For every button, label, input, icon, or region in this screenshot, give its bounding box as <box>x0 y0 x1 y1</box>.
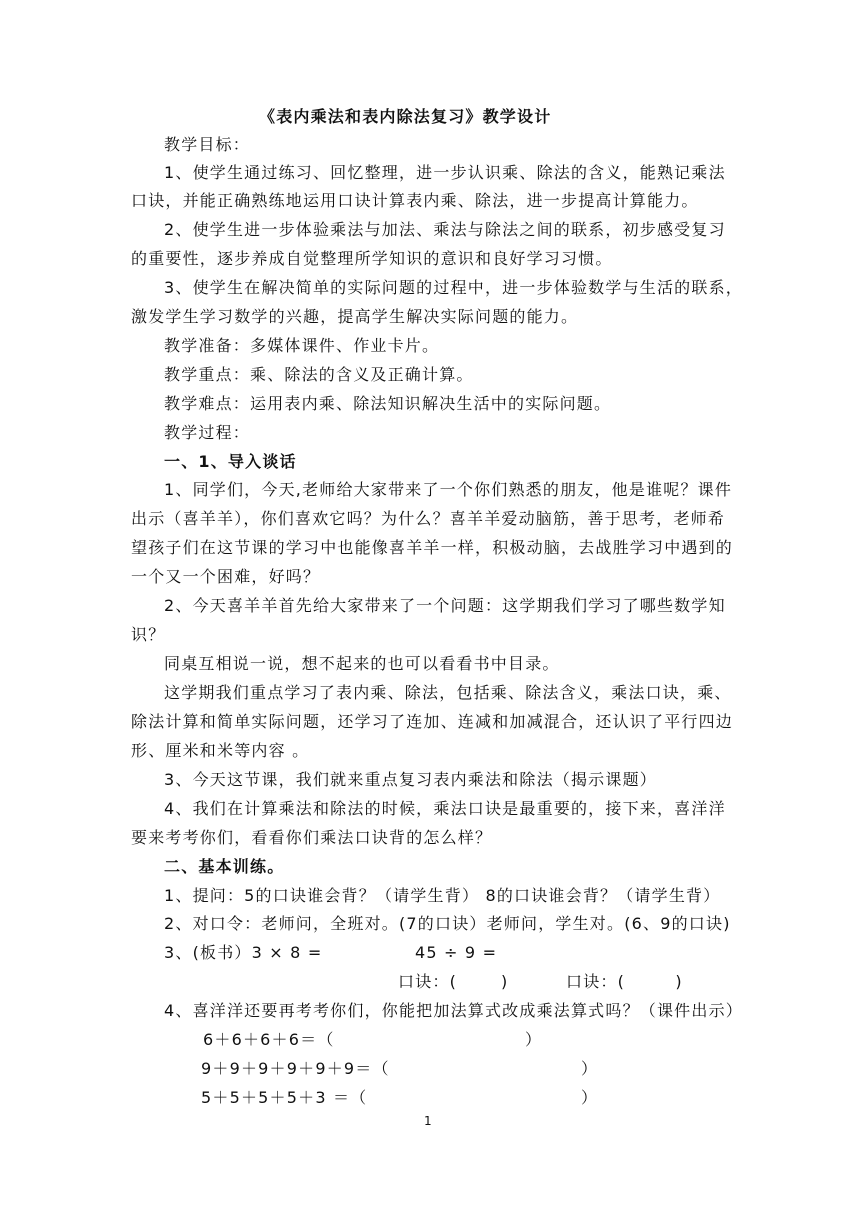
section-2-heading: 二、基本训练。 <box>164 857 285 876</box>
s1-para-6-line-1: 4、我们在计算乘法和除法的时候，乘法口诀是最重要的，接下来，喜洋洋 <box>164 799 726 818</box>
s2-question-2: 2、对口令：老师问，全班对。(7的口诀）老师问，学生对。(6、9的口诀) <box>164 914 731 933</box>
s1-para-6-line-2: 要来考考你们，看看你们乘法口诀背的怎么样？ <box>131 828 493 847</box>
s2-question-1: 1、提问：5的口诀谁会背？（请学生背） 8的口诀谁会背？（请学生背） <box>164 886 721 905</box>
goal-3-line-2: 激发学生学习数学的兴趣，提高学生解决实际问题的能力。 <box>131 307 579 326</box>
s1-para-4-line-1: 这学期我们重点学习了表内乘、除法，包括乘、除法含义，乘法口诀，乘、 <box>164 683 732 702</box>
s1-para-1-line-3: 望孩子们在这节课的学习中也能像喜羊羊一样，积极动脑，去战胜学习中遇到的 <box>131 538 734 557</box>
page-number: 1 <box>424 1114 432 1128</box>
s1-para-4-line-2: 除法计算和简单实际问题，还学习了连加、连减和加减混合，还认识了平行四边 <box>131 712 734 731</box>
exercise-2-expression: 9＋9＋9＋9＋9＋9＝（ <box>201 1059 390 1078</box>
teaching-difficulty: 教学难点：运用表内乘、除法知识解决生活中的实际问题。 <box>164 394 612 413</box>
teaching-prep: 教学准备：多媒体课件、作业卡片。 <box>164 336 440 355</box>
s1-para-2-line-1: 2、今天喜羊羊首先给大家带来了一个问题：这学期我们学习了哪些数学知 <box>164 596 726 615</box>
section-1-heading: 一、1、导入谈话 <box>164 452 297 471</box>
exercise-1-close-paren: ） <box>525 1030 543 1049</box>
s2-question-3-mnemonic-2: 口诀：( ) <box>566 972 683 991</box>
s1-para-1-line-4: 一个又一个困难，好吗？ <box>131 567 321 586</box>
goal-1-line-2: 口诀，并能正确熟练地运用口诀计算表内乘、除法，进一步提高计算能力。 <box>131 191 699 210</box>
s1-para-4-line-3: 形、厘米和米等内容 。 <box>131 741 310 760</box>
s1-para-5: 3、今天这节课，我们就来重点复习表内乘法和除法（揭示课题） <box>164 770 657 789</box>
s1-para-2-line-2: 识？ <box>131 625 166 644</box>
goal-2-line-1: 2、使学生进一步体验乘法与加法、乘法与除法之间的联系，初步感受复习 <box>164 220 726 239</box>
document-title: 《表内乘法和表内除法复习》教学设计 <box>259 107 552 126</box>
s2-question-3-expression-2: 45 ÷ 9 = <box>415 943 498 962</box>
goals-heading: 教学目标： <box>164 135 251 154</box>
s1-para-1-line-2: 出示（喜羊羊），你们喜欢它吗？为什么？喜羊羊爱动脑筋，善于思考，老师希 <box>131 509 726 528</box>
s1-para-3: 同桌互相说一说，想不起来的也可以看看书中目录。 <box>164 654 560 673</box>
exercise-3-close-paren: ） <box>581 1088 599 1107</box>
s2-question-4: 4、喜洋洋还要再考考你们，你能把加法算式改成乘法算式吗？（课件出示） <box>164 1001 743 1020</box>
s1-para-1-line-1: 1、同学们，今天,老师给大家带来了一个你们熟悉的朋友，他是谁呢？课件 <box>164 480 733 499</box>
exercise-3-expression: 5＋5＋5＋5＋3 ＝（ <box>201 1088 368 1107</box>
goal-1-line-1: 1、使学生通过练习、回忆整理，进一步认识乘、除法的含义，能熟记乘法 <box>164 163 726 182</box>
teaching-focus: 教学重点：乘、除法的含义及正确计算。 <box>164 365 474 384</box>
goal-2-line-2: 的重要性，逐步养成自觉整理所学知识的意识和良好学习习惯。 <box>131 249 613 268</box>
s2-question-3-mnemonic-1: 口诀：( ) <box>398 972 509 991</box>
exercise-2-close-paren: ） <box>581 1059 599 1078</box>
goal-3-line-1: 3、使学生在解决简单的实际问题的过程中，进一步体验数学与生活的联系， <box>164 278 743 297</box>
exercise-1-expression: 6＋6＋6＋6＝（ <box>203 1030 335 1049</box>
teaching-process: 教学过程： <box>164 423 251 442</box>
s2-question-3-expression-1: 3、(板书）3 × 8 = <box>164 943 323 962</box>
